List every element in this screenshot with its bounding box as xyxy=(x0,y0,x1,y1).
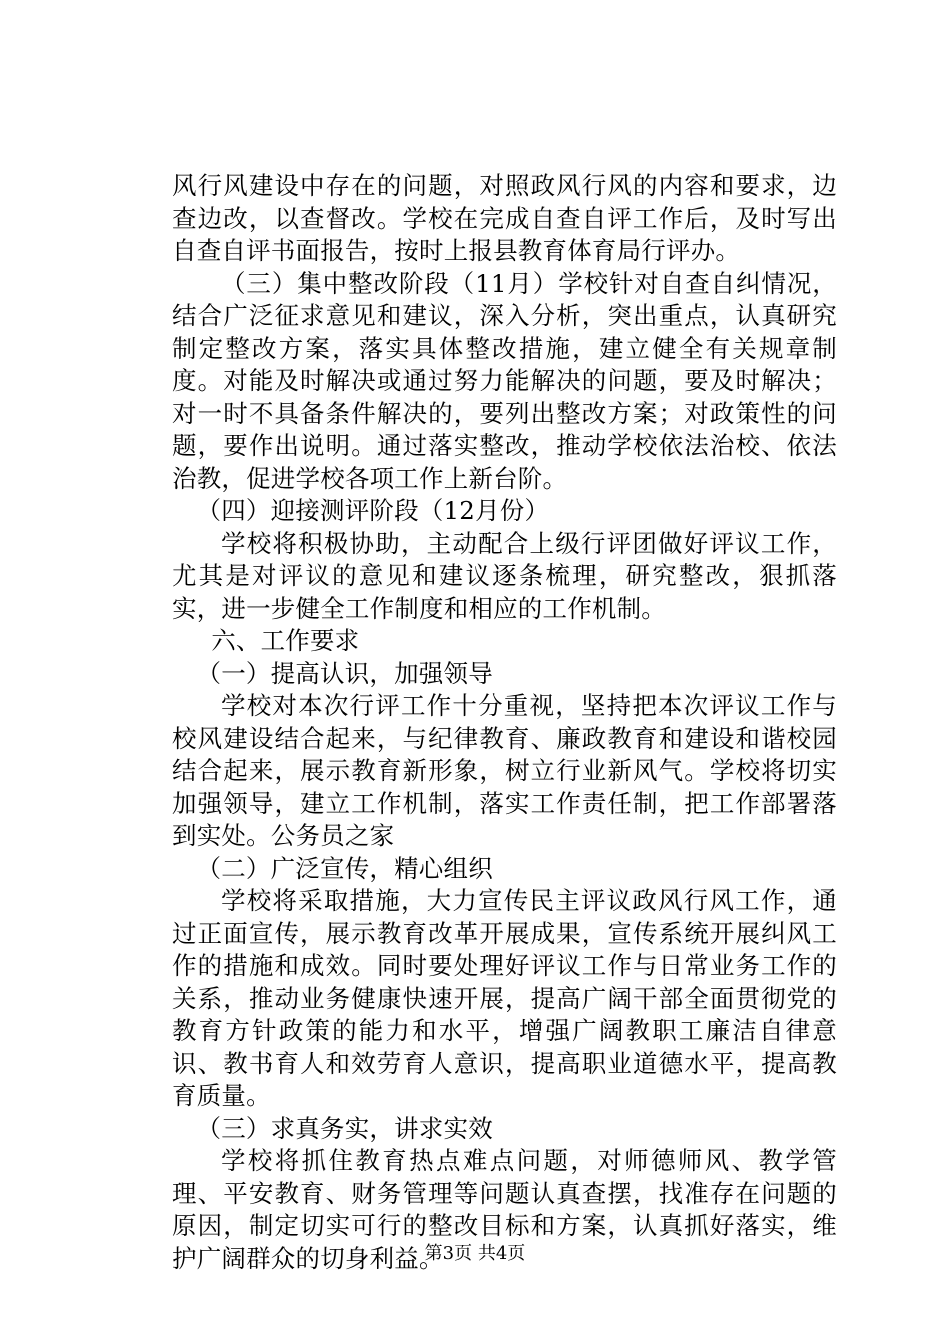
section-heading: 六、工作要求 xyxy=(211,626,360,655)
section-heading: （四）迎接测评阶段（12月份） xyxy=(196,496,550,525)
section-heading: （一）提高认识，加强领导 xyxy=(196,658,493,688)
paragraph: 学校将积极协助，主动配合上级行评团做好评议工作，尤其是对评议的意见和建议逐条梳理，研究整改，狠抓落实，进一步健全工作制度和相应的工作机制。 xyxy=(172,528,837,623)
paragraph: 学校将抓住教育热点难点问题，对师德师风、教学管理、平安教育、财务管理等问题认真查摆，找准存在问题的原因，制定切实可行的整改目标和方案，认真抓好落实，维护广阔群众的切身利益。 xyxy=(172,1146,837,1273)
section-heading: （二）广泛宣传，精心组织 xyxy=(196,853,493,883)
paragraph: 学校将采取措施，大力宣传民主评议政风行风工作，通过正面宣传，展示教育改革开展成果，宣传系统开展纠风工作的措施和成效。同时要处理好评议工作与日常业务工作的关系，推动业务健康快速开展，提高广阔干部全面贯彻党的教育方针政策的能力和水平，增强广阔教职工廉洁自律意识、教书育人和效劳育人意识，提高职业道德水平，提高教育质量。 xyxy=(172,886,837,1110)
document-body xyxy=(172,170,837,1275)
paragraph: 学校对本次行评工作十分重视，坚持把本次评议工作与校风建设结合起来，与纪律教育、廉政教育和建设和谐校园结合起来，展示教育新形象，树立行业新风气。学校将切实加强领导，建立工作机制，落实工作责任制，把工作部署落到实处。公务员之家 xyxy=(172,691,837,850)
page-number-footer: 第3页 共4页 xyxy=(424,1243,526,1264)
paragraph: （三）集中整改阶段（11月）学校针对自查自纠情况，结合广泛征求意见和建议，深入分析，突出重点，认真研究制定整改方案，落实具体整改措施，建立健全有关规章制度。对能及时解决或通过努力能解决的问题，要及时解决；对一时不具备条件解决的，要列出整改方案；对政策性的问题，要作出说明。通过落实整改，推动学校依法治校、依法治教，促进学校各项工作上新台阶。 xyxy=(172,268,837,493)
section-heading: （三）求真务实，讲求实效 xyxy=(196,1113,493,1143)
paragraph: 风行风建设中存在的问题，对照政风行风的内容和要求，边查边改，以查督改。学校在完成自查自评工作后，及时写出自查自评书面报告，按时上报县教育体育局行评办。 xyxy=(172,171,837,265)
